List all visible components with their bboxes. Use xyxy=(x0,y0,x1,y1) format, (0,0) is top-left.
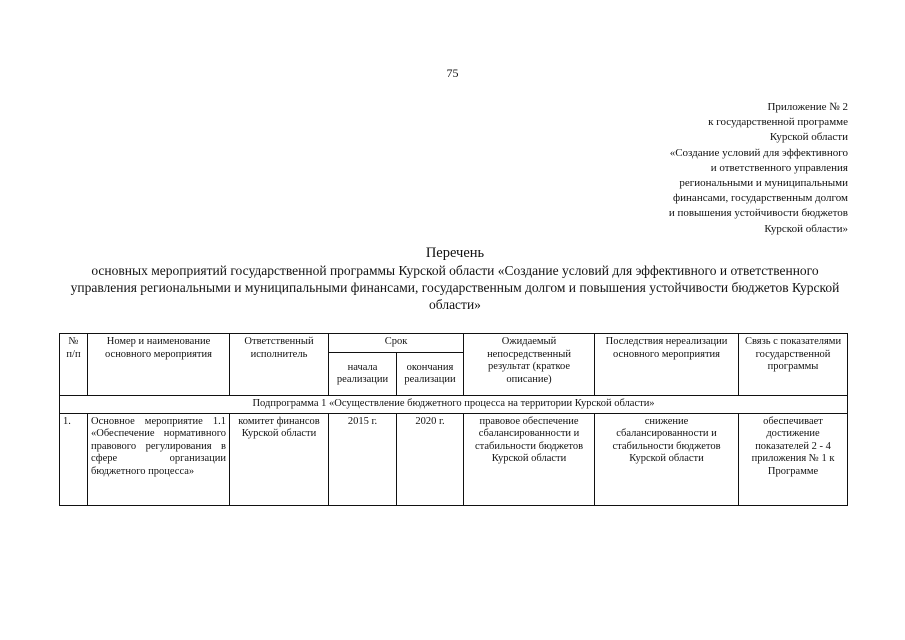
header-consequences: Последствия нереализации основного мероприятия xyxy=(595,334,739,396)
appendix-caption xyxy=(669,100,848,237)
appendix-line: «Создание условий для эффективного xyxy=(669,146,848,159)
header-name: Номер и наименование основного мероприятия xyxy=(88,334,230,396)
subprogram-row xyxy=(60,396,848,414)
row-executor: комитет финансов Курской области xyxy=(230,413,329,505)
row-result: правовое обеспечение сбалансированности и стабильности бюджетов Курской области xyxy=(464,413,595,505)
appendix-line: Приложение № 2 xyxy=(767,101,848,113)
row-start: 2015 г. xyxy=(329,413,397,505)
document-title xyxy=(60,245,850,313)
subprogram-title: Подпрограмма 1 «Осуществление бюджетного процесса на территории Курской области» xyxy=(60,396,848,414)
appendix-line: к государственной программе xyxy=(708,116,848,129)
page-number: 75 xyxy=(446,66,459,80)
appendix-line: и повышения устойчивости бюджетов xyxy=(668,207,848,220)
row-link: обеспечивает достижение показателей 2 - 4 приложения № 1 к Программе xyxy=(739,413,848,505)
appendix-line: Курской области xyxy=(769,131,848,144)
row-num: 1. xyxy=(60,413,88,505)
header-num: № п/п xyxy=(60,334,88,396)
appendix-line: и ответственного управления xyxy=(710,161,848,174)
header-executor: Ответственный исполнитель xyxy=(230,334,329,396)
row-end: 2020 г. xyxy=(397,413,464,505)
appendix-line: региональными и муниципальными xyxy=(679,177,848,190)
row-name: Основное мероприятие 1.1 «Обеспечение нормативного правового регулирования в сфере организации бюджетного процесса» xyxy=(88,413,230,505)
table-row xyxy=(60,413,848,505)
header-link: Связь с показателями государственной программы xyxy=(739,334,848,396)
appendix-line: финансами, государственным долгом xyxy=(673,192,848,205)
row-consequences: снижение сбалансированности и стабильности бюджетов Курской области xyxy=(595,413,739,505)
header-end: окончания реализации xyxy=(397,353,464,396)
header-term: Срок xyxy=(329,334,464,353)
measures-table xyxy=(59,333,848,506)
appendix-line: Курской области» xyxy=(764,222,848,235)
title-subheading: основных мероприятий государственной программы Курской области «Создание условий для эффективного и ответственного управления региональными и муниципальными финансами, государственным долгом и повышения устойчивости бюджетов Курской области» xyxy=(70,263,840,312)
header-result: Ожидаемый непосредственный результат (краткое описание) xyxy=(464,334,595,396)
title-heading: Перечень xyxy=(425,245,485,261)
header-start: начала реализации xyxy=(329,353,397,396)
